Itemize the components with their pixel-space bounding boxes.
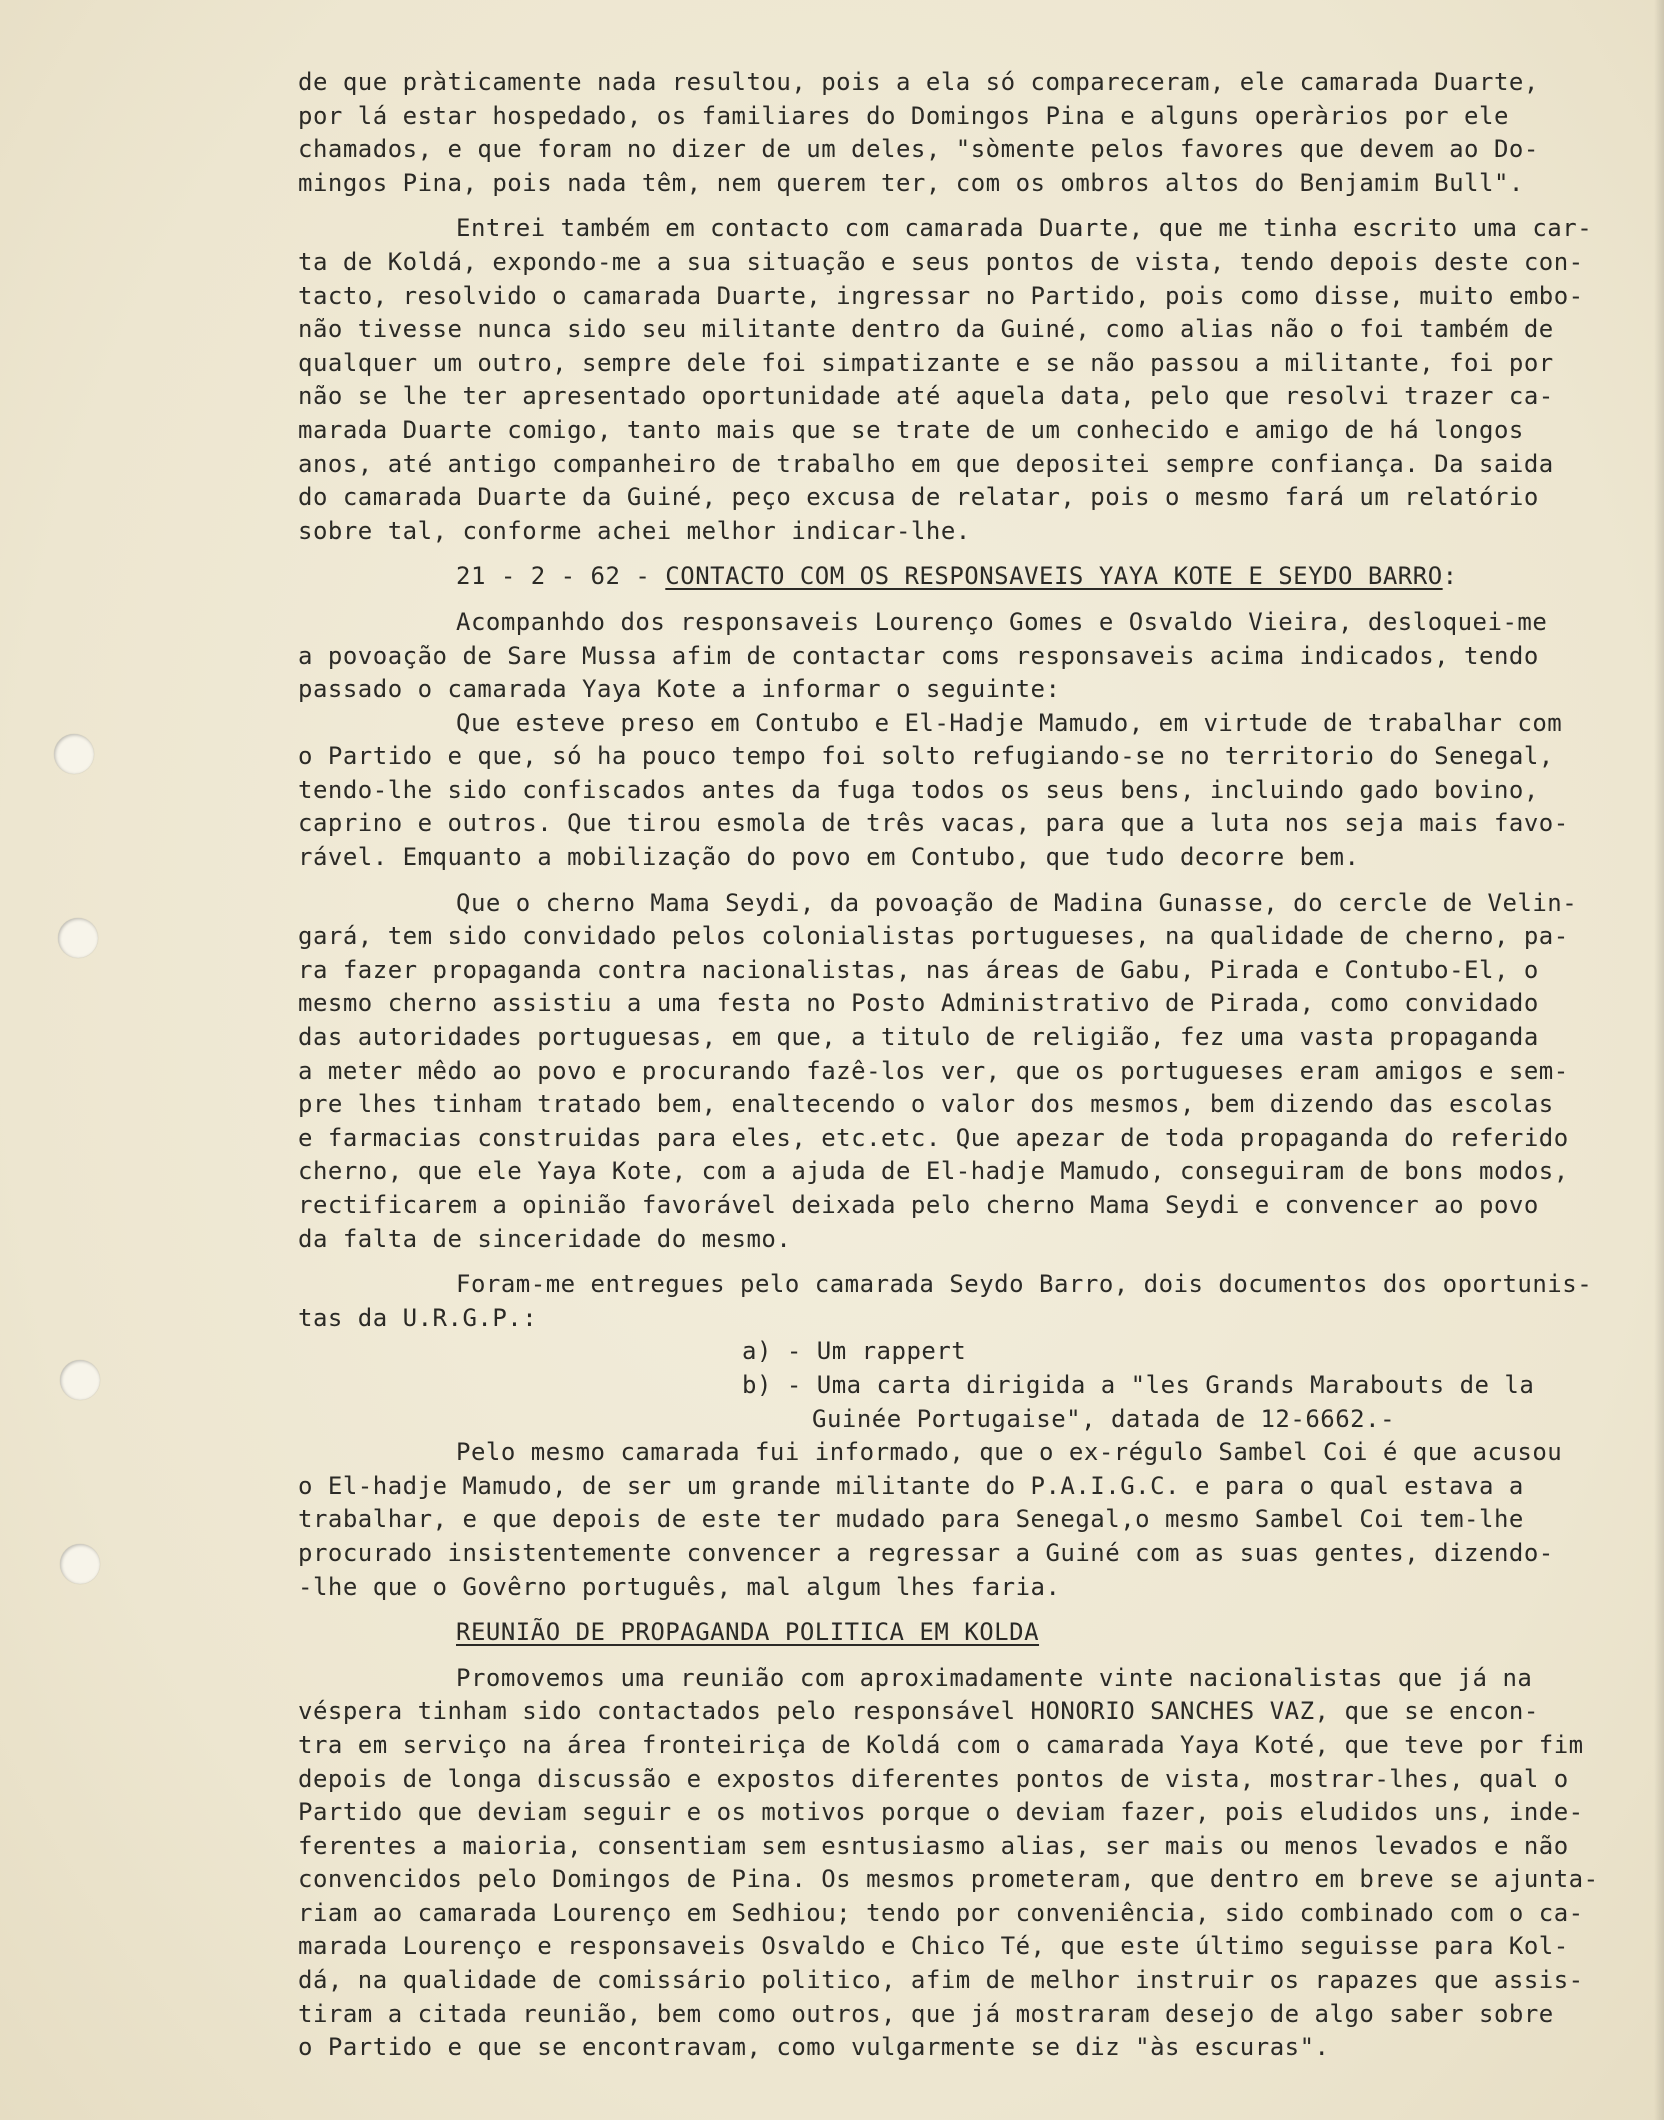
text-line [298,1537,1638,1571]
line-text: tendo-lhe sido confiscados antes da fuga todos os seus bens, incluindo gado bovino, [298,775,1539,804]
text-line [298,1122,1638,1156]
line-text: Partido que deviam seguir e os motivos porque o deviam fazer, pois eludidos uns, inde- [298,1798,1584,1827]
text-line [298,606,1638,640]
text-line [298,1616,1638,1650]
paragraph [298,560,1638,594]
line-text: marada Lourenço e responsaveis Osvaldo e Chico Té, que este último seguisse para Kol- [298,1932,1569,1961]
line-text: marada Duarte comigo, tanto mais que se trate de um conhecido e amigo de há longos [298,415,1524,444]
line-text: sobre tal, conforme achei melhor indicar-lhe. [298,516,971,545]
text-line [298,1403,1638,1437]
line-text: qualquer um outro, sempre dele foi simpatizante e se não passou a militante, foi por [298,348,1554,377]
paragraph [298,212,1638,548]
line-text: Foram-me entregues pelo camarada Seydo Barro, dois documentos dos oportunis- [456,1270,1593,1299]
line-text: b) - Uma carta dirigida a "les Grands Marabouts de la [742,1370,1535,1399]
line-text: a povoação de Sare Mussa afim de contactar coms responsaveis acima indicados, tendo [298,641,1539,670]
line-text: das autoridades portuguesas, em que, a titulo de religião, fez uma vasta propaganda [298,1023,1539,1052]
heading-tail: : [1442,562,1458,591]
line-text: Promovemos uma reunião com aproximadamente vinte nacionalistas que já na [456,1663,1533,1692]
paragraph-gap [298,200,1638,212]
paragraph [298,1268,1638,1604]
paragraph-gap [298,875,1638,887]
line-text: Guinée Portugaise", datada de 12-6662.- [812,1404,1396,1433]
text-line [298,515,1638,549]
text-line [298,1796,1638,1830]
binder-hole [58,918,98,958]
binder-hole [60,1544,100,1584]
line-text: a meter mêdo ao povo e procurando fazê-los ver, que os portugueses eram amigos e sem- [298,1056,1569,1085]
text-line [298,1088,1638,1122]
line-text: Que esteve preso em Contubo e El-Hadje Mamudo, em virtude de trabalhar com [456,708,1563,737]
line-text: do camarada Duarte da Guiné, peço excusa de relatar, pois o mesmo fará um relatório [298,483,1539,512]
line-text: mingos Pina, pois nada têm, nem querem ter, com os ombros altos do Benjamim Bull". [298,168,1524,197]
text-line [298,1863,1638,1897]
line-text: Entrei também em contacto com camarada Duarte, que me tinha escrito uma car- [456,214,1593,243]
line-text: por lá estar hospedado, os familiares do Domingos Pina e alguns operàrios por ele [298,101,1509,130]
paragraph-gap [298,594,1638,606]
line-text: Que o cherno Mama Seydi, da povoação de Madina Gunasse, do cercle de Velin- [456,888,1578,917]
text-line [298,1830,1638,1864]
text-line [298,807,1638,841]
page-edge-shadow [1654,0,1664,2120]
text-line [298,1503,1638,1537]
line-text: chamados, e que foram no dizer de um deles, "sòmente pelos favores que devem ao Do- [298,135,1539,164]
text-line [298,740,1638,774]
text-line [298,560,1638,594]
line-text: riam ao camarada Lourenço em Sedhiou; tendo por conveniência, sido combinado com o ca- [298,1898,1584,1927]
text-line [298,1998,1638,2032]
text-line [298,707,1638,741]
text-line [298,673,1638,707]
text-line [298,1571,1638,1605]
text-line [298,313,1638,347]
line-text: o Partido e que se encontravam, como vulgarmente se diz "às escuras". [298,2033,1330,2062]
text-line [298,1662,1638,1696]
text-line [298,1897,1638,1931]
text-line [298,380,1638,414]
line-text: procurado insistentemente convencer a regressar a Guiné com as suas gentes, dizendo- [298,1538,1554,1567]
line-text: ferentes a maioria, consentiam sem esntusiasmo alias, ser mais ou menos levados e não [298,1831,1569,1860]
text-line [298,133,1638,167]
text-line [298,1964,1638,1998]
paragraph-gap [298,1650,1638,1662]
line-text: dá, na qualidade de comissário politico, afim de melhor instruir os rapazes que assis- [298,1966,1584,1995]
line-text: passado o camarada Yaya Kote a informar o seguinte: [298,675,1061,704]
paragraph-gap [298,1256,1638,1268]
line-text: véspera tinham sido contactados pelo responsável HONORIO SANCHES VAZ, que se encon- [298,1697,1539,1726]
text-line [298,1729,1638,1763]
text-line [298,987,1638,1021]
underlined-heading: CONTACTO COM OS RESPONSAVEIS YAYA KOTE E SEYDO BARRO [665,562,1443,591]
text-line [298,1155,1638,1189]
line-text: gará, tem sido convidado pelos colonialistas portugueses, na qualidade de cherno, pa- [298,922,1569,951]
line-text: não se lhe ter apresentado oportunidade até aquela data, pelo que resolvi trazer ca- [298,382,1554,411]
binder-hole [54,734,94,774]
line-text: rável. Emquanto a mobilização do povo em Contubo, que tudo decorre bem. [298,843,1360,872]
line-text: anos, até antigo companheiro de trabalho em que depositei sempre confiança. Da saida [298,449,1554,478]
line-text: depois de longa discussão e expostos diferentes pontos de vista, mostrar-lhes, qual o [298,1764,1569,1793]
paragraph [298,66,1638,200]
line-text: de que pràticamente nada resultou, pois a ela só compareceram, ele camarada Duarte, [298,68,1539,96]
text-line [298,1302,1638,1336]
text-line [298,1436,1638,1470]
text-line [298,414,1638,448]
line-text: ta de Koldá, expondo-me a sua situação e seus pontos de vista, tendo depois deste con- [298,247,1584,276]
line-text: caprino e outros. Que tirou esmola de três vacas, para que a luta nos seja mais favo- [298,809,1569,838]
text-line [298,774,1638,808]
text-line [298,1930,1638,1964]
text-line [298,1268,1638,1302]
text-line [298,1335,1638,1369]
underlined-heading: REUNIÃO DE PROPAGANDA POLITICA EM KOLDA [456,1618,1040,1647]
line-text: o El-hadje Mamudo, de ser um grande militante do P.A.I.G.C. e para o qual estava a [298,1471,1524,1500]
text-line [298,920,1638,954]
text-line [298,1223,1638,1257]
line-text: rectificarem a opinião favorável deixada pelo cherno Mama Seydi e convencer ao povo [298,1191,1539,1219]
text-line [298,66,1638,100]
line-text: tas da U.R.G.P.: [298,1303,538,1332]
text-line [298,347,1638,381]
line-text: tiram a citada reunião, bem como outros, que já mostraram desejo de algo saber sobre [298,1999,1554,2028]
text-line [298,2031,1638,2065]
text-line [298,640,1638,674]
text-line [298,167,1638,201]
line-text: 21 - 2 - 62 - [456,562,666,591]
text-line [298,1021,1638,1055]
line-text: Acompanhdo dos responsaveis Lourenço Gomes e Osvaldo Vieira, desloquei-me [456,607,1548,636]
text-line [298,841,1638,875]
line-text: não tivesse nunca sido seu militante dentro da Guiné, como alias não o foi também de [298,315,1554,344]
binder-hole [60,1360,100,1400]
text-line [298,212,1638,246]
line-text: -lhe que o Govêrno português, mal algum lhes faria. [298,1572,1061,1601]
text-line [298,1055,1638,1089]
text-line [298,448,1638,482]
text-line [298,481,1638,515]
paragraph [298,887,1638,1257]
paragraph [298,1616,1638,1650]
line-text: mesmo cherno assistiu a uma festa no Posto Administrativo de Pirada, como convidado [298,989,1539,1018]
paragraph-gap [298,548,1638,560]
text-line [298,954,1638,988]
line-text: o Partido e que, só ha pouco tempo foi solto refugiando-se no territorio do Senegal, [298,742,1554,771]
text-line [298,887,1638,921]
line-text: cherno, que ele Yaya Kote, com a ajuda de El-hadje Mamudo, conseguiram de bons modos, [298,1157,1569,1186]
paragraph [298,1662,1638,2065]
line-text: Pelo mesmo camarada fui informado, que o ex-régulo Sambel Coi é que acusou [456,1438,1563,1467]
text-line [298,1470,1638,1504]
line-text: tacto, resolvido o camarada Duarte, ingressar no Partido, pois como disse, muito embo- [298,281,1584,310]
line-text: trabalhar, e que depois de este ter mudado para Senegal,o mesmo Sambel Coi tem-lhe [298,1505,1524,1534]
line-text: ra fazer propaganda contra nacionalistas, nas áreas de Gabu, Pirada e Contubo-El, o [298,955,1539,984]
text-line [298,1369,1638,1403]
line-text: e farmacias construidas para eles, etc.etc. Que apezar de toda propaganda do referido [298,1123,1569,1152]
text-line [298,100,1638,134]
text-line [298,280,1638,314]
line-text: tra em serviço na área fronteiriça de Koldá com o camarada Yaya Koté, que teve por fim [298,1730,1584,1759]
paragraph [298,606,1638,875]
line-text: da falta de sinceridade do mesmo. [298,1224,792,1253]
text-line [298,1763,1638,1797]
line-text: a) - Um rappert [742,1337,967,1366]
paragraph-gap [298,1604,1638,1616]
typewritten-body [298,66,1638,2065]
line-text: pre lhes tinham tratado bem, enaltecendo o valor dos mesmos, bem dizendo das escolas [298,1090,1554,1119]
line-text: convencidos pelo Domingos de Pina. Os mesmos prometeram, que dentro em breve se ajunta- [298,1865,1599,1894]
text-line [298,1189,1638,1223]
text-line [298,246,1638,280]
text-line [298,1695,1638,1729]
